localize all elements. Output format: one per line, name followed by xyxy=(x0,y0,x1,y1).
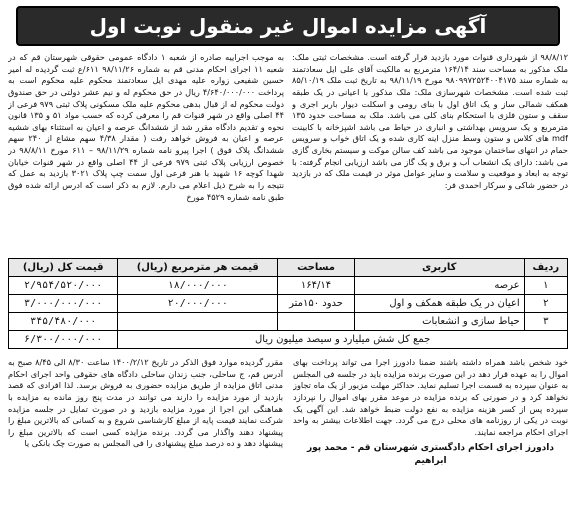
sum-value: ۶/۳۰۰/۰۰۰/۰۰۰ xyxy=(9,331,118,349)
col-use: کاربری xyxy=(354,259,524,277)
valuation-table xyxy=(8,258,568,349)
row-area xyxy=(278,313,355,331)
col-row-number: ردیف xyxy=(524,259,567,277)
table-row xyxy=(9,295,568,313)
row-unit-price xyxy=(118,313,278,331)
row-number: ۲ xyxy=(524,295,567,313)
table-row xyxy=(9,313,568,331)
row-total: ۳/۰۰۰/۰۰۰/۰۰۰ xyxy=(9,295,118,313)
row-total: ۳۴۵/۴۸۰/۰۰۰ xyxy=(9,313,118,331)
sum-label: جمع کل شش میلیارد و سیصد میلیون ریال xyxy=(118,331,568,349)
row-number: ۳ xyxy=(524,313,567,331)
row-area: حدود ۱۵۰متر xyxy=(278,295,355,313)
col-unit-price: قیمت هر مترمربع (ریال) xyxy=(118,259,278,277)
row-use: حیاط سازی و انشعابات xyxy=(354,313,524,331)
intro-section xyxy=(8,52,568,252)
notice-title: آگهی مزایده اموال غیر منقول نوبت اول xyxy=(16,6,560,46)
row-area: ۱۶۴/۱۴ xyxy=(278,277,355,295)
conditions-section xyxy=(8,357,568,487)
signature: دادورز اجرای احکام دادگستری شهرستان قم - محمد پور ابراهیم xyxy=(306,443,555,467)
row-total: ۲/۹۵۴/۵۲۰/۰۰۰ xyxy=(9,277,118,295)
row-unit-price: ۲۰/۰۰۰/۰۰۰ xyxy=(118,295,278,313)
table-row xyxy=(9,277,568,295)
row-use: عرصه xyxy=(354,277,524,295)
col-area: مساحت xyxy=(278,259,355,277)
table-header-row xyxy=(9,259,568,277)
conditions-left-text: خود شخص باشد همراه داشته باشند ضمنا دادورز اجرا می تواند پرداخت بهای اموال را به عهده قرار دهد در این صورت برنده مزایده باید در جلسه فی المجلس به عنوان سپرده به قسمت اجرا تسلیم نماید. حداکثر مهلت مزبور از یک ماه تجاوز نخواهد کرد و در صورتی که برنده مزایده در موعد مقرر بهای اموال را نپردازد سپرده پس از کسر هزینه مزایده به نفع دولت ضبط خواهد شد. این آگهی یک نوبت در یکی از روزنامه های محلی درج می گردد. جهت اطلاعات بیشتر به واحد اجرای احکام مراجعه نمایند. xyxy=(293,357,568,437)
intro-right-text: به موجب اجراییه صادره از شعبه ۱ دادگاه عمومی حقوقی شهرستان قم که در شعبه ۱۱ اجرای احکام مدنی قم به شماره ۹۸/۱۱/۲۶ ۶۱۱/ع ثبت گردیده له امیر حسین شفیعی زواره علیه مهدی ایل سعادتمند محکوم علیه محکوم است به پرداخت ۴/۶۴۰/۰۰۰/۰۰۰ ریال در حق محکوم له و نیم عشر دولتی در حق صندوق دولت محکوم له از قبال بدهی محکوم علیه ملک مسکونی پلاک ثبتی ۹۷۹ فرعی از ۴۴ اصلی واقع در شهر قنوات قم را معرفی کرده که حسب مواد ۵۱ و ۱۳۵ قانون نحوه و تقدیم دادگاه مقرر شد از ششدانگ عرصه و اعیان به استثناء بهای ششیه عرصه و اعیان به فروش خواهد رفت ( مقدار ۴/۳۸ سهم مشاع از ۲۴۰ سهم ششدانگ پلاک فوق ) اجرا پیرو نامه شماره ۹۸/۱۱/۲۹ – ۶۱۱ مورخ ۹۸/۸/۱۱ در خصوص ارزیابی پلاک ثبتی ۹۷۹ فرعی از ۴۴ اصلی واقع در شهر قنوات خیابان شهدا کوچه ۱۶ شهید با هنر فرعی اول سمت چپ پلاک ۳۰۲۱ بازدید به عمل که نتیجه را به شرح ذیل اعلام می دارم. لازم به ذکر است که ادرس ارائه شده فوق طبق نامه شماره ۴۵۲۹ مورخ xyxy=(8,52,284,202)
table-sum-row xyxy=(9,331,568,349)
row-unit-price: ۱۸/۰۰۰/۰۰۰ xyxy=(118,277,278,295)
row-use: اعیان در یک طبقه همکف و اول xyxy=(354,295,524,313)
intro-left-text: ۹۸/۸/۱۲ از شهرداری قنوات مورد بازدید قرار گرفته است. مشخصات ثبتی ملک: ملک مذکور به مساحت سند ۱۶۴/۱۴ مترمربع به مالکیت آقای علی ایل سعادتمند به شماره سند ۹۸۰۹۹۷۲۵۲۴۰۰۴۱۷۵ مورخ ۹۸/۱۱/۱۹ به تاریخ ثبت ملک ۸۵/۱۰/۱۹ ثبت شده است. مشخصات شهرسازی ملک: ملک مذکور با اعیانی در یک طبقه همکف شمالی ساز و یک اتاق اول با بنای رومی و اسکلت دیوار باربر اجری و سقف و ستون فلزی با استحکام بنای کلی می باشد. ملک به مساحت حدود ۱۳۵ مترمربع و یک سرویس بهداشتی و انباری در حیاط می باشد اشپزخانه با کابینت mdf های کلاس و ستون وسط منزل اینه کاری شده و یک اتاق خواب و سرویس حمام در انتهای ساختمان موجود می باشد کف سالن موکت و سیستم بخاری گازی می باشد: دارای یک انشعاب آب و برق و یک گاز می باشد ارزیابی انجام گرفته: با توجه به ابعاد و موقعیت و سلامت و سایر عوامل موثر در قیمت ملک که در بازدید در حضور شاکی و سرکار احمدی فر: xyxy=(292,52,568,191)
conditions-right-text: مقرر گردیده موارد فوق الذکر در تاریخ ۱۴۰۰/۲/۱۲ ساعت ۸/۳۰ الی ۸/۴۵ صبح به آدرس قم، ج ساحلی، جنب زندان ساحلی دادگاه های حقوقی واحد اجرای احکام مدنی اتاق مزایده از طریق مزایده حضوری به فروش برسد. لذا افرادی که قصد بازدید از مورد مزایده را دارند می توانند در مدت پنج روز مانده به مزایده با هماهنگی این اجرا از مورد مزایده بازدید و در صورت تمایل در جلسه مزایده شرکت نمایند قیمت پایه از مبلغ کارشناسی شروع و به کسانی که بالاترین مبلغ را پیشنهاد دهند واگذار می گردد. برنده مزایده کسی است که بالاترین مبلغ را پیشنهاد دهد و ده درصد مبلغ پیشنهادی را فی المجلس به صورت چک بانکی یا xyxy=(8,357,283,449)
row-number: ۱ xyxy=(524,277,567,295)
conditions-left xyxy=(293,357,568,487)
col-total-price: قیمت کل (ریال) xyxy=(9,259,118,277)
